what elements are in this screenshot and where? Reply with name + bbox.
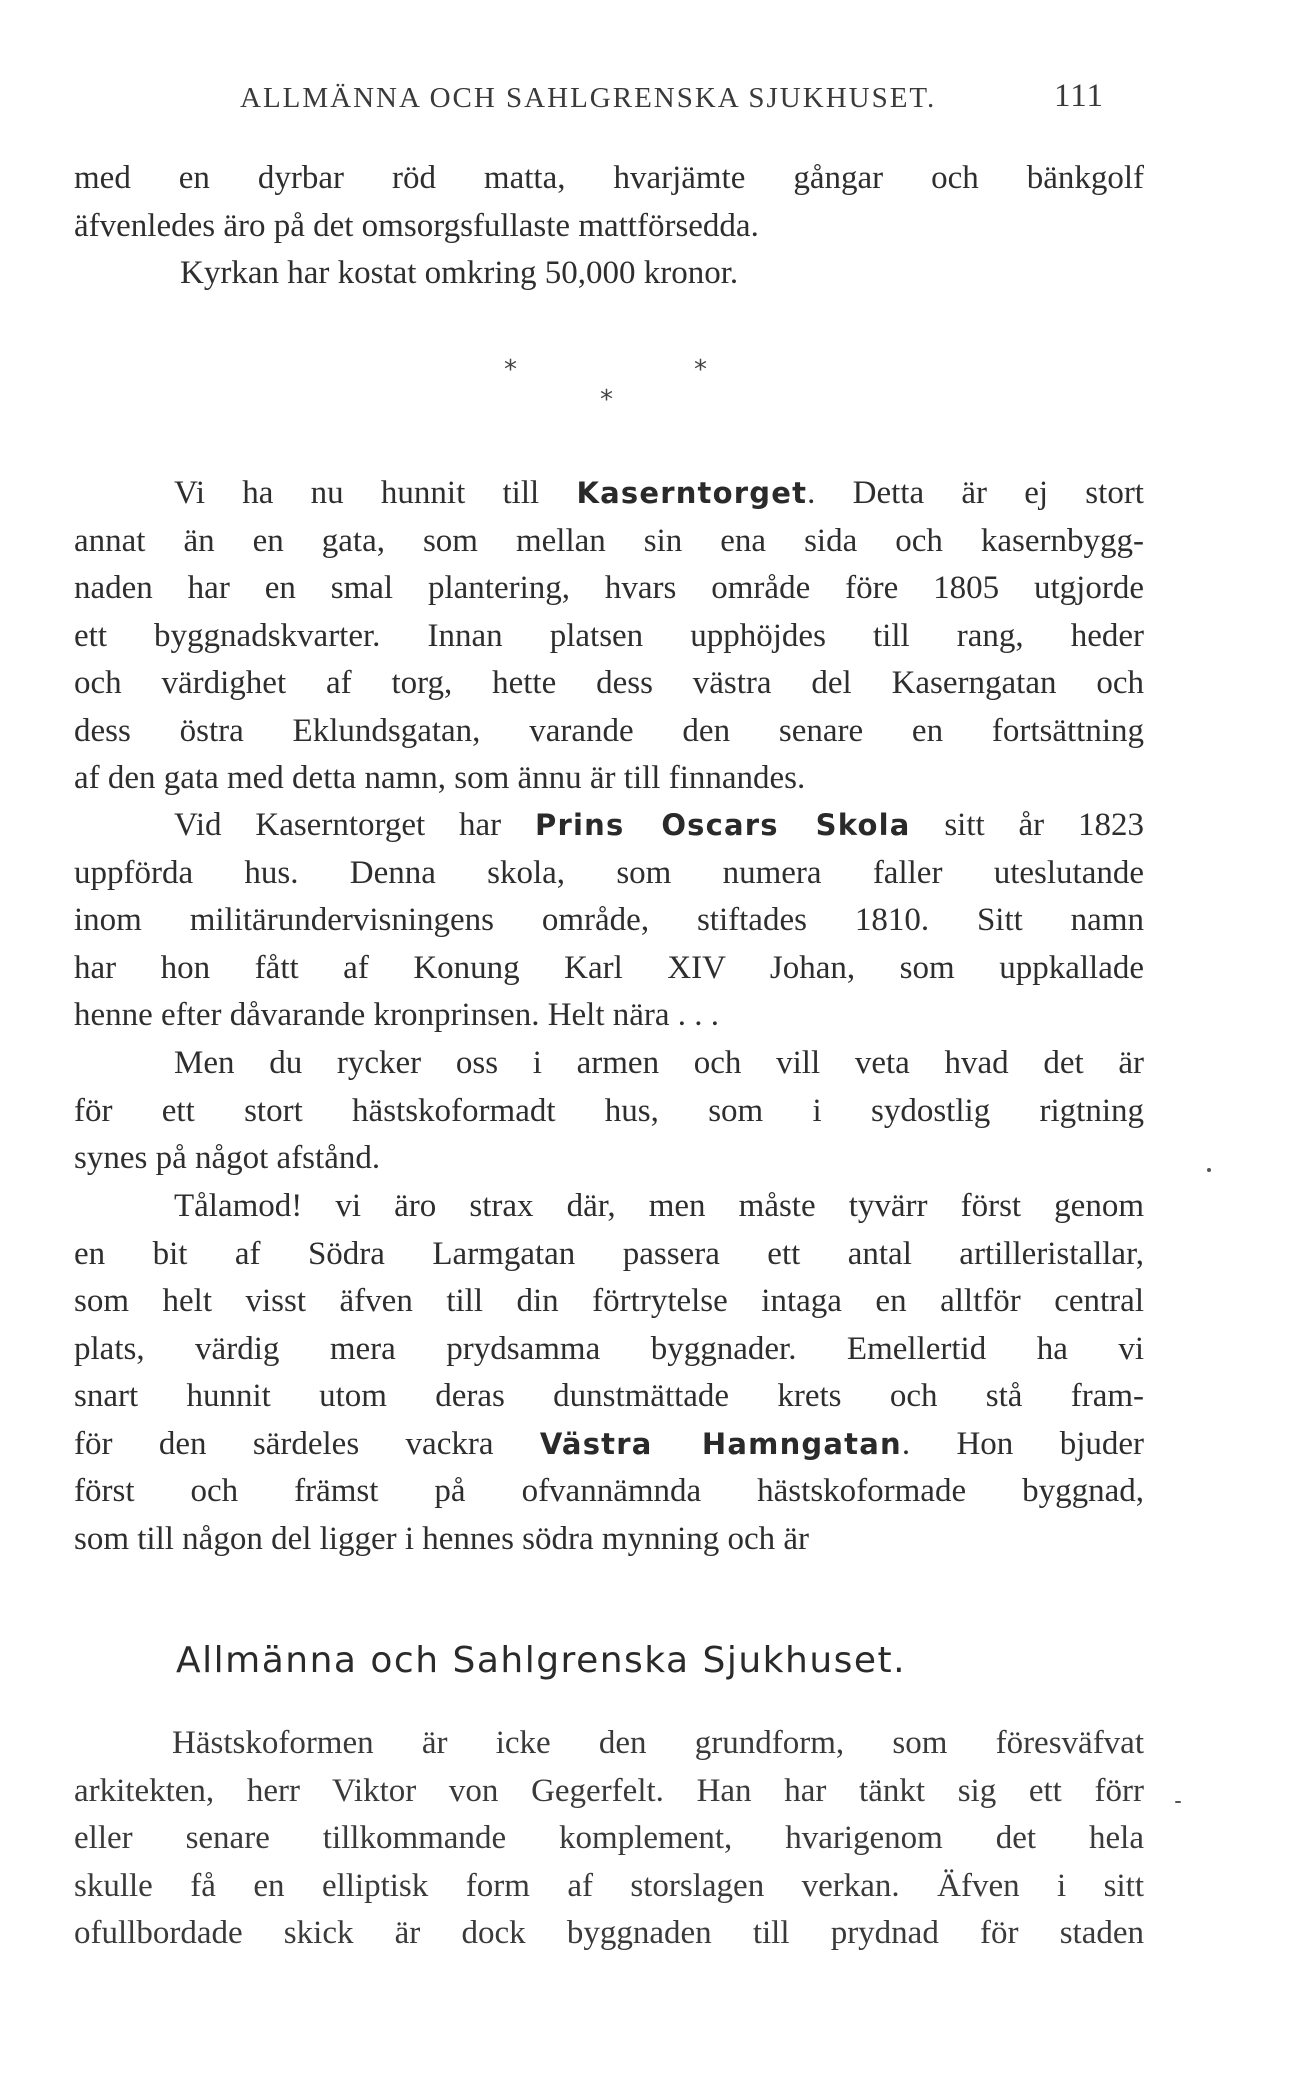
text-line: har hon fått af Konung Karl XIV Johan, som uppkallade	[74, 949, 1144, 986]
text-run: . Detta är ej stort	[807, 475, 1144, 511]
print-speck	[1207, 1168, 1211, 1172]
text-line: plats, värdig mera prydsamma byggnader. Emellertid ha vi	[74, 1330, 1144, 1367]
text-line: Hästskoformen är icke den grundform, som föresväfvat	[172, 1725, 1144, 1761]
text-run: för den särdeles vackra	[74, 1425, 540, 1462]
text-line: eller senare tillkommande komplement, hvarigenom det hela	[74, 1820, 1144, 1856]
text-line: och värdighet af torg, hette dess västra del Kaserngatan och	[74, 665, 1144, 701]
text-run: Vi ha nu hunnit till	[174, 475, 577, 511]
text-line: äfvenledes äro på det omsorgsfullaste mattförsedda.	[74, 207, 759, 244]
print-speck	[1175, 1801, 1181, 1803]
text-line: henne efter dåvarande kronprinsen. Helt nära . . .	[74, 997, 720, 1033]
text-line: Tålamod! vi äro strax där, men måste tyvärr först genom	[174, 1188, 1144, 1224]
text-run: Vid Kaserntorget har	[174, 807, 536, 843]
section-separator	[480, 355, 740, 425]
place-name-bold: Kaserntorget	[576, 476, 808, 510]
text-line: inom militärundervisningens område, stiftades 1810. Sitt namn	[74, 902, 1144, 938]
text-line: Kyrkan har kostat omkring 50,000 kronor.	[180, 255, 739, 291]
text-line: som till någon del ligger i hennes södra mynning och är	[74, 1520, 810, 1557]
text-line: skulle få en elliptisk form af storslagen verkan. Äfven i sitt	[74, 1867, 1144, 1904]
text-run: sitt år 1823	[910, 807, 1144, 843]
text-line: som helt visst äfven till din förtrytelse intaga en alltför central	[74, 1283, 1144, 1319]
text-line: arkitekten, herr Viktor von Gegerfelt. Han har tänkt sig ett förr	[74, 1772, 1144, 1809]
section-paragraph	[74, 1720, 1144, 1958]
text-line: med en dyrbar röd matta, hvarjämte gångar och bänkgolf	[74, 160, 1144, 196]
section-heading: Allmänna och Sahlgrenska Sjukhuset.	[176, 1640, 907, 1681]
text-line	[74, 470, 1144, 518]
text-line: af den gata med detta namn, som ännu är till finnandes.	[74, 760, 806, 796]
text-run: . Hon bjuder	[901, 1425, 1144, 1462]
text-line: ofullbordade skick är dock byggnaden till prydnad för staden	[74, 1915, 1144, 1951]
street-name-bold: Västra Hamngatan	[539, 1426, 902, 1461]
text-line: dess östra Eklundsgatan, varande den senare en fortsättning	[74, 712, 1144, 749]
text-line: en bit af Södra Larmgatan passera ett antal artilleristallar,	[74, 1235, 1144, 1272]
asterisk-mark: *	[600, 385, 613, 415]
paragraph-armen	[74, 1040, 1144, 1183]
paragraph-skola	[74, 802, 1144, 1040]
text-line	[74, 802, 1144, 850]
text-line: annat än en gata, som mellan sin ena sida och kasernbygg-	[74, 522, 1144, 559]
text-line: uppförda hus. Denna skola, som numera faller uteslutande	[74, 854, 1144, 891]
text-line: Men du rycker oss i armen och vill veta hvad det är	[174, 1045, 1144, 1081]
asterisk-mark: *	[694, 355, 707, 385]
page-number: 111	[1053, 78, 1104, 114]
running-head	[240, 78, 1120, 115]
text-line: synes på något afstånd.	[74, 1140, 381, 1176]
text-line: naden har en smal plantering, hvars område före 1805 utgjorde	[74, 570, 1144, 606]
school-name-bold: Prins Oscars Skola	[535, 808, 911, 842]
text-line: snart hunnit utom deras dunstmättade krets och stå fram-	[74, 1378, 1144, 1414]
text-line	[74, 1421, 1144, 1469]
paragraph-talamod	[74, 1183, 1144, 1563]
running-head-title: ALLMÄNNA OCH SAHLGRENSKA SJUKHUSET.	[240, 82, 937, 114]
text-line: först och främst på ofvannämnda hästskoformade byggnad,	[74, 1473, 1144, 1509]
text-line: för ett stort hästskoformadt hus, som i sydostlig rigtning	[74, 1092, 1144, 1129]
opening-paragraph	[74, 155, 1144, 298]
text-line: ett byggnadskvarter. Innan platsen upphöjdes till rang, heder	[74, 617, 1144, 654]
asterisk-mark: *	[504, 355, 517, 385]
paragraph-kaserntorget	[74, 470, 1144, 803]
